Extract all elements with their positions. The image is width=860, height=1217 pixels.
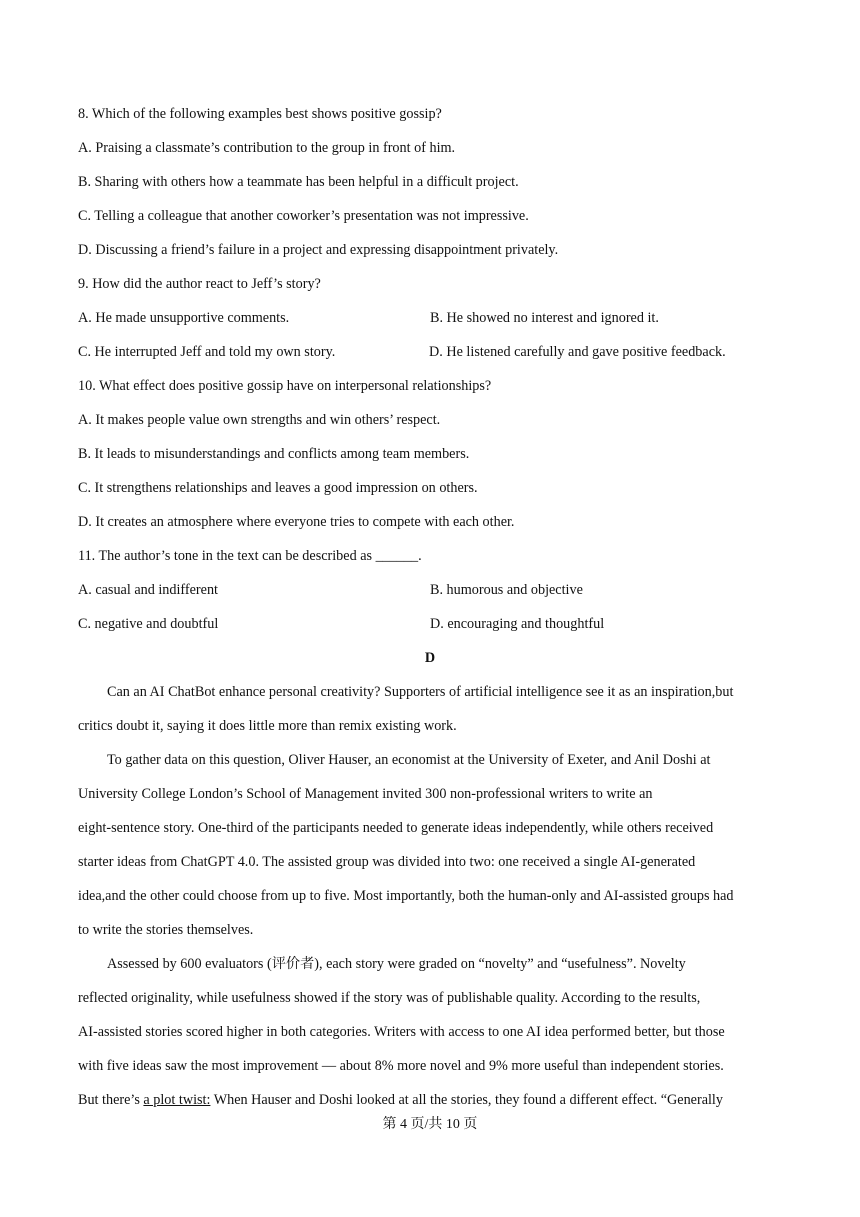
question-8-option-d: D. Discussing a friend’s failure in a project and expressing disappointment privately. [78, 242, 559, 258]
passage-line: starter ideas from ChatGPT 4.0. The assisted group was divided into two: one received a single AI-generated [78, 854, 696, 870]
question-10-option-b: B. It leads to misunderstandings and conflicts among team members. [78, 446, 470, 462]
question-11-option-c: C. negative and doubtful [78, 616, 219, 632]
question-8-option-a: A. Praising a classmate’s contribution to the group in front of him. [78, 140, 456, 156]
passage-line: with five ideas saw the most improvement — about 8% more novel and 9% more useful than independent stories. [78, 1058, 724, 1074]
question-10-option-d: D. It creates an atmosphere where everyone tries to compete with each other. [78, 514, 515, 530]
passage-line: eight-sentence story. One-third of the participants needed to generate ideas independently, while others received [78, 820, 714, 836]
passage-paragraph-3 [78, 950, 782, 1120]
passage-line: University College London’s School of Management invited 300 non-professional writers to write an [78, 786, 653, 802]
question-10-stem: 10. What effect does positive gossip have on interpersonal relationships? [78, 378, 492, 394]
question-9-option-b: B. He showed no interest and ignored it. [430, 310, 659, 326]
question-9-option-d: D. He listened carefully and gave positive feedback. [429, 344, 726, 360]
question-8-option-c: C. Telling a colleague that another coworker’s presentation was not impressive. [78, 208, 529, 224]
question-11-options-row-1 [78, 576, 782, 610]
question-11-options-row-2 [78, 610, 782, 644]
question-8-option-b: B. Sharing with others how a teammate has been helpful in a difficult project. [78, 174, 519, 190]
passage-text: But there’s [78, 1092, 144, 1108]
underlined-phrase: a plot twist: [143, 1092, 211, 1108]
question-9-option-a: A. He made unsupportive comments. [78, 310, 290, 326]
page-content [78, 100, 782, 1120]
question-10-option-a: A. It makes people value own strengths and win others’ respect. [78, 412, 441, 428]
passage-paragraph-2 [78, 746, 782, 950]
passage-line: AI-assisted stories scored higher in both categories. Writers with access to one AI idea performed better, but those [78, 1024, 725, 1040]
passage-line: to write the stories themselves. [78, 922, 254, 938]
page-footer: 第 4 页/共 10 页 [382, 1117, 478, 1132]
passage-line: critics doubt it, saying it does little more than remix existing work. [78, 718, 457, 734]
passage-line: reflected originality, while usefulness showed if the story was of publishable quality. According to the results, [78, 990, 701, 1006]
question-9-options-row-1 [78, 304, 782, 338]
passage-text: When Hauser and Doshi looked at all the stories, they found a different effect. “Generally [210, 1092, 723, 1108]
question-9-option-c: C. He interrupted Jeff and told my own story. [78, 344, 336, 360]
section-title: D [424, 650, 436, 666]
passage-line: Can an AI ChatBot enhance personal creativity? Supporters of artificial intelligence see it as an inspiration,but [107, 684, 734, 700]
question-11-option-d: D. encouraging and thoughtful [430, 616, 605, 632]
question-10-option-c: C. It strengthens relationships and leaves a good impression on others. [78, 480, 478, 496]
passage-line: To gather data on this question, Oliver Hauser, an economist at the University of Exeter, and Anil Doshi at [107, 752, 711, 768]
question-9-stem: 9. How did the author react to Jeff’s story? [78, 276, 321, 292]
passage-line: idea,and the other could choose from up to five. Most importantly, both the human-only and AI-assisted groups had [78, 888, 734, 904]
question-8-stem: 8. Which of the following examples best shows positive gossip? [78, 106, 442, 122]
question-11-stem: 11. The author’s tone in the text can be described as ______. [78, 548, 422, 564]
question-11-option-a: A. casual and indifferent [78, 582, 218, 598]
passage-line: Assessed by 600 evaluators (评价者), each story were graded on “novelty” and “usefulness”. Novelty [107, 956, 686, 972]
passage-paragraph-1 [78, 678, 782, 746]
question-11-option-b: B. humorous and objective [430, 582, 583, 598]
question-9-options-row-2 [78, 338, 782, 372]
